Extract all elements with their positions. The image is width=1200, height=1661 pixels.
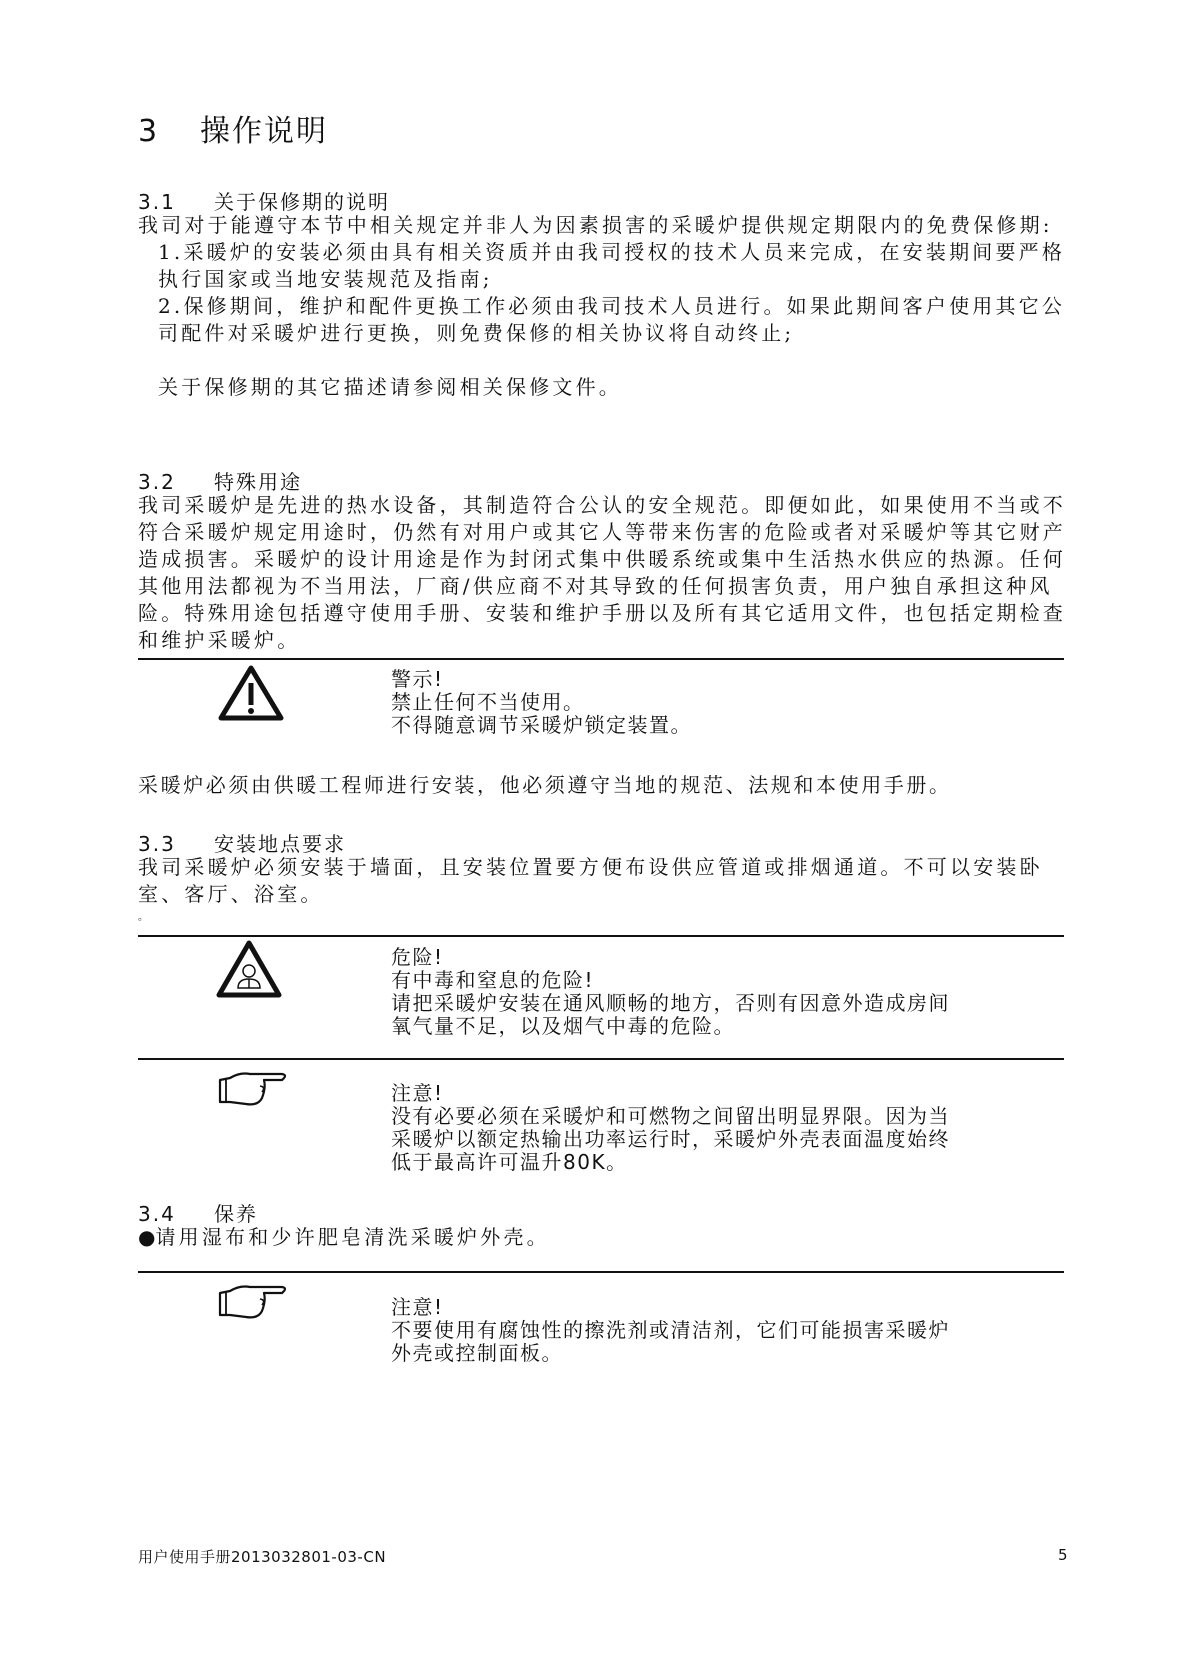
notice-title: 注意!: [391, 1081, 444, 1105]
paragraph: 我司采暖炉是先进的热水设备，其制造符合公认的安全规范。即便如此，如果使用不当或不符合采暖炉规定用途时，仍然有对用户或其它人等带来伤害的危险或者对采暖炉等其它财产造成损害。采暖炉的设计用途是作为封闭式集中供暖系统或集中生活热水供应的热源。任何其他用法都视为不当用法，厂商/供应商不对其导致的任何损害负责，用户独自承担这种风险。特殊用途包括遵守使用手册、安装和维护手册以及所有其它适用文件，也包括定期检查和维护采暖炉。: [138, 493, 1066, 652]
notice-line: 不得随意调节采暖炉锁定装置。: [391, 713, 692, 737]
section-title: 保养: [214, 1202, 258, 1226]
paragraph: 我司采暖炉必须安装于墙面，且安装位置要方便布设供应管道或排烟通道。不可以安装卧室、客厅、浴室。: [138, 855, 1043, 906]
notice-line: 采暖炉以额定热输出功率运行时，采暖炉外壳表面温度始终: [391, 1127, 950, 1151]
pointing-hand-icon: [216, 1068, 292, 1108]
notice-line: 不要使用有腐蚀性的擦洗剂或清洁剂，它们可能损害采暖炉: [391, 1318, 950, 1342]
notice-line: 有中毒和窒息的危险!: [391, 968, 595, 992]
section-3-2-body: [138, 492, 1068, 654]
chapter-title: 操作说明: [200, 114, 328, 149]
notice-line: 没有必要必须在采暖炉和可燃物之间留出明显界限。因为当: [391, 1104, 950, 1128]
warning-triangle-icon: [218, 665, 284, 721]
notice-title: 警示!: [391, 667, 444, 691]
chapter-heading: [138, 106, 328, 150]
notice-line: 请把采暖炉安装在通风顺畅的地方，否则有因意外造成房间: [391, 991, 950, 1015]
pointing-hand-icon: [216, 1281, 292, 1321]
danger-suffocation-icon: [216, 940, 282, 998]
section-number: 3.2: [138, 470, 176, 494]
section-title: 关于保修期的说明: [214, 190, 390, 214]
list-item: 2.保修期间，维护和配件更换工作必须由我司技术人员进行。如果此期间客户使用其它公司配件对采暖炉进行更换，则免费保修的相关协议将自动终止;: [158, 294, 1066, 345]
notice-line: 外壳或控制面板。: [391, 1341, 563, 1365]
section-heading-3-4: [138, 1198, 258, 1227]
divider: [138, 935, 1064, 937]
footer-doc-id: 用户使用手册2013032801-03-CN: [138, 1548, 387, 1566]
bullet-item: ●请用湿布和少许肥皂清洗采暖炉外壳。: [138, 1225, 550, 1249]
caution-notice: [391, 1082, 1071, 1174]
notice-title: 注意!: [391, 1295, 444, 1319]
danger-notice: [391, 946, 1071, 1038]
divider: [138, 1058, 1064, 1060]
notice-line: 氧气量不足，以及烟气中毒的危险。: [391, 1014, 735, 1038]
section-number: 3.3: [138, 832, 176, 856]
chapter-number: 3: [138, 114, 160, 149]
list-item: 1.采暖炉的安装必须由具有相关资质并由我司授权的技术人员来完成，在安装期间要严格执行国家或当地安装规范及指南;: [158, 240, 1066, 291]
section-heading-3-3: [138, 828, 346, 857]
notice-line: 禁止任何不当使用。: [391, 690, 585, 714]
section-number: 3.4: [138, 1202, 176, 1226]
section-number: 3.1: [138, 190, 176, 214]
notice-line: 低于最高许可温升80K。: [391, 1150, 628, 1174]
page-number: 5: [1058, 1546, 1068, 1564]
paragraph: 关于保修期的其它描述请参阅相关保修文件。: [158, 375, 622, 399]
bullet-icon: ●: [138, 1225, 156, 1249]
paragraph: 采暖炉必须由供暖工程师进行安装，他必须遵守当地的规范、法规和本使用手册。: [138, 773, 952, 797]
section-title: 安装地点要求: [214, 832, 346, 856]
caution-notice-cleaning: [391, 1296, 1071, 1365]
paragraph: 我司对于能遵守本节中相关规定并非人为因素损害的采暖炉提供规定期限内的免费保修期:: [138, 213, 1053, 237]
section-3-4-body: [138, 1224, 1068, 1251]
divider: [138, 1271, 1064, 1273]
section-heading-3-1: [138, 186, 390, 215]
section-heading-3-2: [138, 466, 302, 495]
installation-note: [138, 772, 1138, 799]
notice-title: 危险!: [391, 945, 444, 969]
section-3-3-body: [138, 854, 1068, 928]
stray-mark: 。: [138, 912, 152, 923]
section-title: 特殊用途: [214, 470, 302, 494]
section-3-1-body: [138, 212, 1068, 401]
warning-notice: [391, 668, 1071, 737]
divider: [138, 658, 1064, 660]
